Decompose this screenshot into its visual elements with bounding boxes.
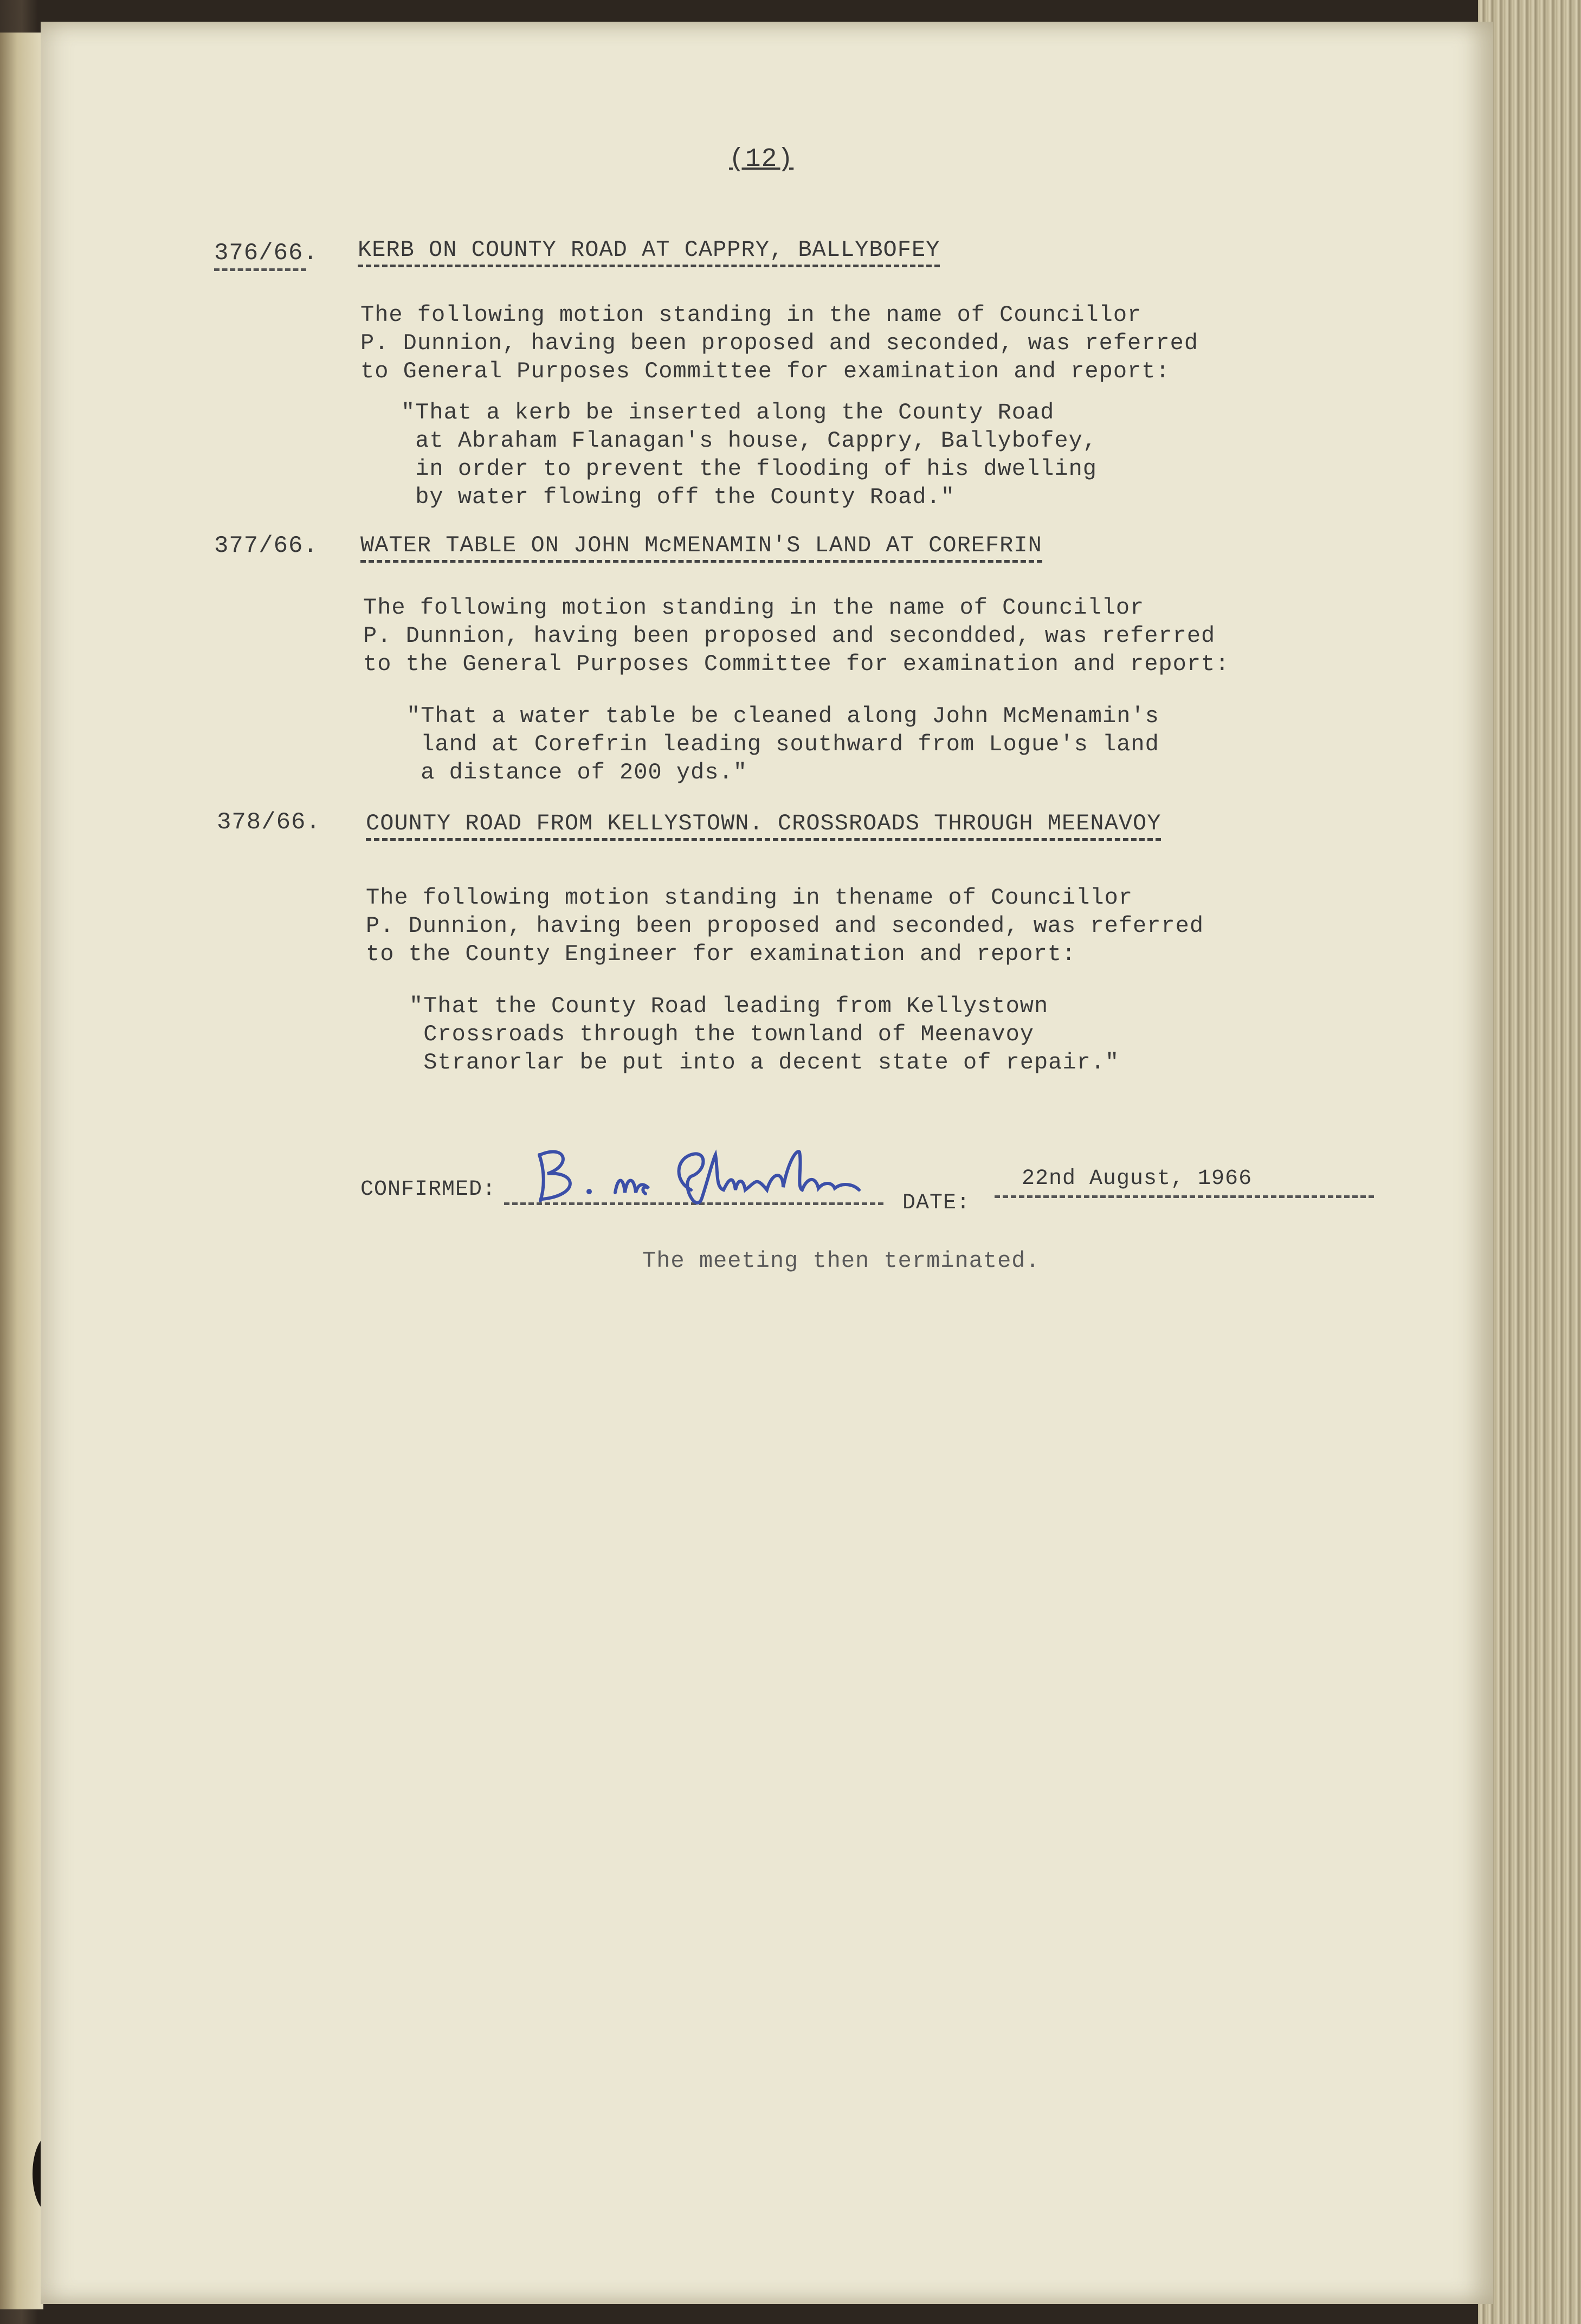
heading-text: WATER TABLE ON JOHN McMENAMIN'S LAND AT COREFRIN (360, 534, 1042, 563)
heading-text: COUNTY ROAD FROM KELLYSTOWN. CROSSROADS THROUGH MEENAVOY (366, 812, 1161, 841)
signature (528, 1138, 919, 1214)
date-label: DATE: (902, 1191, 971, 1215)
item-ref-376: 376/66. (214, 240, 318, 267)
item-heading-377 (360, 534, 1042, 563)
item-paragraph-377: The following motion standing in the name of Councillor P. Dunnion, having been proposed and secondded, was referred to the General Purposes Committee for examination and report: (363, 595, 1230, 677)
page-edges (1478, 0, 1581, 2324)
closing-line: The meeting then terminated. (642, 1248, 1040, 1274)
confirmed-label: CONFIRMED: (360, 1177, 496, 1202)
item-paragraph-376: The following motion standing in the name of Councillor P. Dunnion, having been proposed and seconded, was referred to General Purposes Committee for examination and report: (360, 302, 1199, 384)
item-heading-378 (366, 812, 1161, 841)
item-ref-underline (214, 268, 306, 271)
date-line (995, 1195, 1374, 1198)
item-quote-376: "That a kerb be inserted along the County Road at Abraham Flanagan's house, Cappry, Ballybofey, in order to prevent the flooding of his dwelling by water flowing off the County Road." (401, 400, 1098, 510)
date-value: 22nd August, 1966 (1022, 1167, 1253, 1191)
document-page (41, 22, 1493, 2304)
item-quote-377: "That a water table be cleaned along John McMenamin's land at Corefrin leading southward from Logue's land a distance of 200 yds." (406, 703, 1159, 786)
heading-text: KERB ON COUNTY ROAD AT CAPPRY, BALLYBOFEY (358, 239, 940, 267)
item-paragraph-378: The following motion standing in thename of Councillor P. Dunnion, having been proposed and seconded, was referred to the County Engineer for examination and report: (366, 885, 1204, 967)
page-number: (12) (729, 145, 794, 174)
item-ref-378: 378/66. (217, 809, 321, 836)
item-heading-376 (358, 239, 940, 267)
item-ref-377: 377/66. (214, 532, 318, 559)
item-quote-378: "That the County Road leading from Kellystown Crossroads through the townland of Meenavoy Stranorlar be put into a decent state of repair." (409, 993, 1120, 1076)
book-gutter (0, 33, 43, 2309)
